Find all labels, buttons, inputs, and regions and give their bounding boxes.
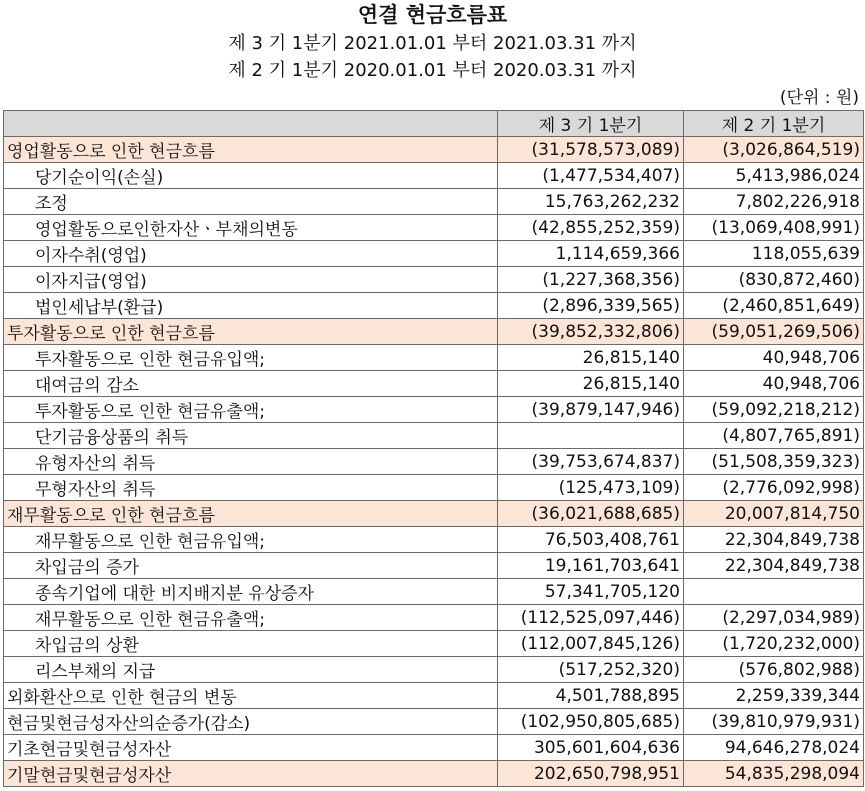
- column-header-current: 제 3 기 1분기: [498, 111, 684, 137]
- row-label: 투자활동으로 인한 현금흐름: [4, 319, 498, 345]
- row-label: 이자지급(영업): [4, 267, 498, 293]
- current-value: 26,815,140: [498, 345, 684, 371]
- current-value: (36,021,688,685): [498, 501, 684, 527]
- prior-value: 5,413,986,024: [684, 163, 864, 189]
- current-value: (112,525,097,446): [498, 605, 684, 631]
- row-label: 당기순이익(손실): [4, 163, 498, 189]
- table-row: [4, 215, 864, 241]
- prior-value: 40,948,706: [684, 345, 864, 371]
- prior-value: (1,720,232,000): [684, 631, 864, 657]
- row-label: 대여금의 감소: [4, 371, 498, 397]
- table-header-row: [4, 111, 864, 137]
- current-value: (31,578,573,089): [498, 137, 684, 163]
- table-row: [4, 605, 864, 631]
- table-row: [4, 163, 864, 189]
- table-row: [4, 657, 864, 683]
- prior-value: 54,835,298,094: [684, 761, 864, 787]
- row-label: 차입금의 상환: [4, 631, 498, 657]
- row-label: 영업활동으로인한자산ㆍ부채의변동: [4, 215, 498, 241]
- current-value: 19,161,703,641: [498, 553, 684, 579]
- table-row: [4, 345, 864, 371]
- cash-flow-table: [3, 110, 864, 787]
- prior-value: (13,069,408,991): [684, 215, 864, 241]
- row-label: 재무활동으로 인한 현금유입액;: [4, 527, 498, 553]
- prior-value: 7,802,226,918: [684, 189, 864, 215]
- table-row: [4, 475, 864, 501]
- table-row: [4, 631, 864, 657]
- row-label: 무형자산의 취득: [4, 475, 498, 501]
- table-row: [4, 709, 864, 735]
- prior-value: (576,802,988): [684, 657, 864, 683]
- current-value: (125,473,109): [498, 475, 684, 501]
- table-row: [4, 553, 864, 579]
- current-value: (39,879,147,946): [498, 397, 684, 423]
- current-value: (112,007,845,126): [498, 631, 684, 657]
- row-label: 기초현금및현금성자산: [4, 735, 498, 761]
- prior-value: (59,051,269,506): [684, 319, 864, 345]
- column-header-prior: 제 2 기 1분기: [684, 111, 864, 137]
- row-label: 차입금의 증가: [4, 553, 498, 579]
- row-label: 투자활동으로 인한 현금유출액;: [4, 397, 498, 423]
- current-value: (39,852,332,806): [498, 319, 684, 345]
- current-value: (42,855,252,359): [498, 215, 684, 241]
- prior-value: (39,810,979,931): [684, 709, 864, 735]
- current-value: (1,227,368,356): [498, 267, 684, 293]
- row-label: 투자활동으로 인한 현금유입액;: [4, 345, 498, 371]
- current-value: (517,252,320): [498, 657, 684, 683]
- table-row: [4, 267, 864, 293]
- table-row: [4, 241, 864, 267]
- current-period: 제 3 기 1분기 2021.01.01 부터 2021.03.31 까지: [228, 33, 637, 54]
- row-label: 단기금융상품의 취득: [4, 423, 498, 449]
- table-row: [4, 137, 864, 163]
- row-label: 재무활동으로 인한 현금흐름: [4, 501, 498, 527]
- table-row: [4, 501, 864, 527]
- table-row: [4, 449, 864, 475]
- prior-period: 제 2 기 1분기 2020.01.01 부터 2020.03.31 까지: [228, 60, 637, 81]
- prior-value: (830,872,460): [684, 267, 864, 293]
- table-row: [4, 579, 864, 605]
- current-value: (1,477,534,407): [498, 163, 684, 189]
- row-label: 종속기업에 대한 비지배지분 유상증자: [4, 579, 498, 605]
- prior-value: (4,807,765,891): [684, 423, 864, 449]
- prior-value: 94,646,278,024: [684, 735, 864, 761]
- unit-label: (단위 : 원): [779, 88, 859, 108]
- prior-value: 2,259,339,344: [684, 683, 864, 709]
- prior-value: [684, 579, 864, 605]
- current-value: 305,601,604,636: [498, 735, 684, 761]
- table-row: [4, 735, 864, 761]
- table-row: [4, 371, 864, 397]
- current-value: 26,815,140: [498, 371, 684, 397]
- prior-value: (2,776,092,998): [684, 475, 864, 501]
- prior-value: (59,092,218,212): [684, 397, 864, 423]
- table-row: [4, 189, 864, 215]
- row-label: 재무활동으로 인한 현금유출액;: [4, 605, 498, 631]
- prior-value: (51,508,359,323): [684, 449, 864, 475]
- current-value: (2,896,339,565): [498, 293, 684, 319]
- current-value: 15,763,262,232: [498, 189, 684, 215]
- table-row: [4, 527, 864, 553]
- table-row: [4, 683, 864, 709]
- table-row: [4, 761, 864, 787]
- table-row: [4, 423, 864, 449]
- current-value: 4,501,788,895: [498, 683, 684, 709]
- row-label: 이자수취(영업): [4, 241, 498, 267]
- row-label: 조정: [4, 189, 498, 215]
- table-row: [4, 319, 864, 345]
- current-value: [498, 423, 684, 449]
- current-value: 57,341,705,120: [498, 579, 684, 605]
- header-blank-cell: [4, 111, 498, 137]
- row-label: 영업활동으로 인한 현금흐름: [4, 137, 498, 163]
- row-label: 현금및현금성자산의순증가(감소): [4, 709, 498, 735]
- row-label: 외화환산으로 인한 현금의 변동: [4, 683, 498, 709]
- prior-value: 22,304,849,738: [684, 553, 864, 579]
- row-label: 기말현금및현금성자산: [4, 761, 498, 787]
- current-value: (102,950,805,685): [498, 709, 684, 735]
- row-label: 유형자산의 취득: [4, 449, 498, 475]
- prior-value: (2,460,851,649): [684, 293, 864, 319]
- current-value: 1,114,659,366: [498, 241, 684, 267]
- prior-value: 22,304,849,738: [684, 527, 864, 553]
- prior-value: (2,297,034,989): [684, 605, 864, 631]
- current-value: (39,753,674,837): [498, 449, 684, 475]
- row-label: 법인세납부(환급): [4, 293, 498, 319]
- page-title: 연결 현금흐름표: [357, 3, 508, 27]
- current-value: 76,503,408,761: [498, 527, 684, 553]
- prior-value: 118,055,639: [684, 241, 864, 267]
- table-row: [4, 293, 864, 319]
- row-label: 리스부채의 지급: [4, 657, 498, 683]
- table-row: [4, 397, 864, 423]
- prior-value: (3,026,864,519): [684, 137, 864, 163]
- prior-value: 20,007,814,750: [684, 501, 864, 527]
- current-value: 202,650,798,951: [498, 761, 684, 787]
- prior-value: 40,948,706: [684, 371, 864, 397]
